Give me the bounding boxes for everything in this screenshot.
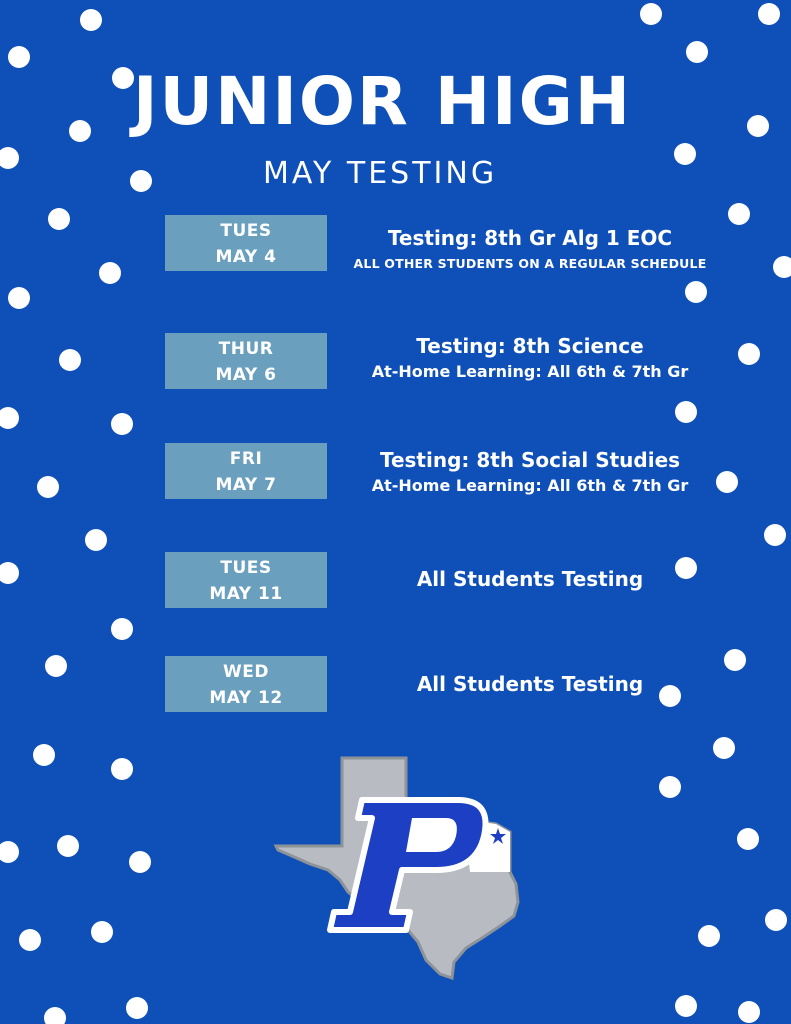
date-date: MAY 12: [209, 688, 283, 708]
polka-dot: [0, 841, 19, 863]
polka-dot: [91, 921, 113, 943]
date-date: MAY 7: [215, 475, 277, 495]
polka-dot: [713, 737, 735, 759]
schedule-item: [0, 443, 791, 503]
polka-dot: [0, 407, 19, 429]
event-info: [330, 332, 730, 384]
letter-p-counter: [406, 818, 457, 852]
event-info: [330, 670, 730, 698]
polka-dot: [737, 828, 759, 850]
schedule-item: [0, 656, 791, 716]
event-info: [330, 446, 730, 498]
texas-p-logo-icon: [270, 752, 532, 984]
polka-dot: [19, 929, 41, 951]
date-badge: [165, 443, 327, 499]
polka-dot: [129, 851, 151, 873]
polka-dot: [85, 529, 107, 551]
polka-dot: [111, 758, 133, 780]
date-day: FRI: [229, 449, 263, 469]
event-note: At-Home Learning: All 6th & 7th Gr: [371, 476, 689, 495]
date-date: MAY 6: [215, 365, 277, 385]
event-title: Testing: 8th Science: [416, 334, 644, 358]
date-day: THUR: [218, 339, 274, 359]
date-badge: [165, 215, 327, 271]
polka-dot: [111, 413, 133, 435]
event-info: [330, 565, 730, 593]
event-title: Testing: 8th Gr Alg 1 EOC: [387, 226, 673, 250]
polka-dot: [675, 401, 697, 423]
polka-dot: [686, 41, 708, 63]
date-date: MAY 4: [215, 247, 277, 267]
polka-dot: [80, 9, 102, 31]
polka-dot: [758, 3, 780, 25]
event-note: At-Home Learning: All 6th & 7th Gr: [371, 362, 689, 381]
polka-dot: [33, 744, 55, 766]
date-day: TUES: [220, 558, 272, 578]
page-title: JUNIOR HIGH: [132, 63, 633, 140]
date-badge: [165, 552, 327, 608]
polka-dot: [698, 925, 720, 947]
polka-dot: [765, 909, 787, 931]
polka-dot: [738, 1001, 760, 1023]
polka-dot: [8, 287, 30, 309]
date-day: TUES: [220, 221, 272, 241]
polka-dot: [685, 281, 707, 303]
date-date: MAY 11: [209, 584, 283, 604]
polka-dot: [44, 1007, 66, 1024]
schedule-item: [0, 552, 791, 612]
polka-dot: [764, 524, 786, 546]
polka-dot: [111, 618, 133, 640]
date-day: WED: [223, 662, 269, 682]
event-info: [330, 224, 730, 276]
event-title: Testing: 8th Social Studies: [379, 448, 681, 472]
polka-dot: [57, 835, 79, 857]
page-subtitle: MAY TESTING: [262, 156, 498, 191]
polka-dot: [640, 3, 662, 25]
event-title: All Students Testing: [416, 672, 644, 696]
schedule-item: [0, 333, 791, 393]
event-note: ALL OTHER STUDENTS ON A REGULAR SCHEDULE: [353, 256, 707, 271]
polka-dot: [659, 776, 681, 798]
event-title: All Students Testing: [416, 567, 644, 591]
schedule-item: [0, 215, 791, 275]
polka-dot: [675, 995, 697, 1017]
date-badge: [165, 333, 327, 389]
date-badge: [165, 656, 327, 712]
polka-dot: [126, 997, 148, 1019]
